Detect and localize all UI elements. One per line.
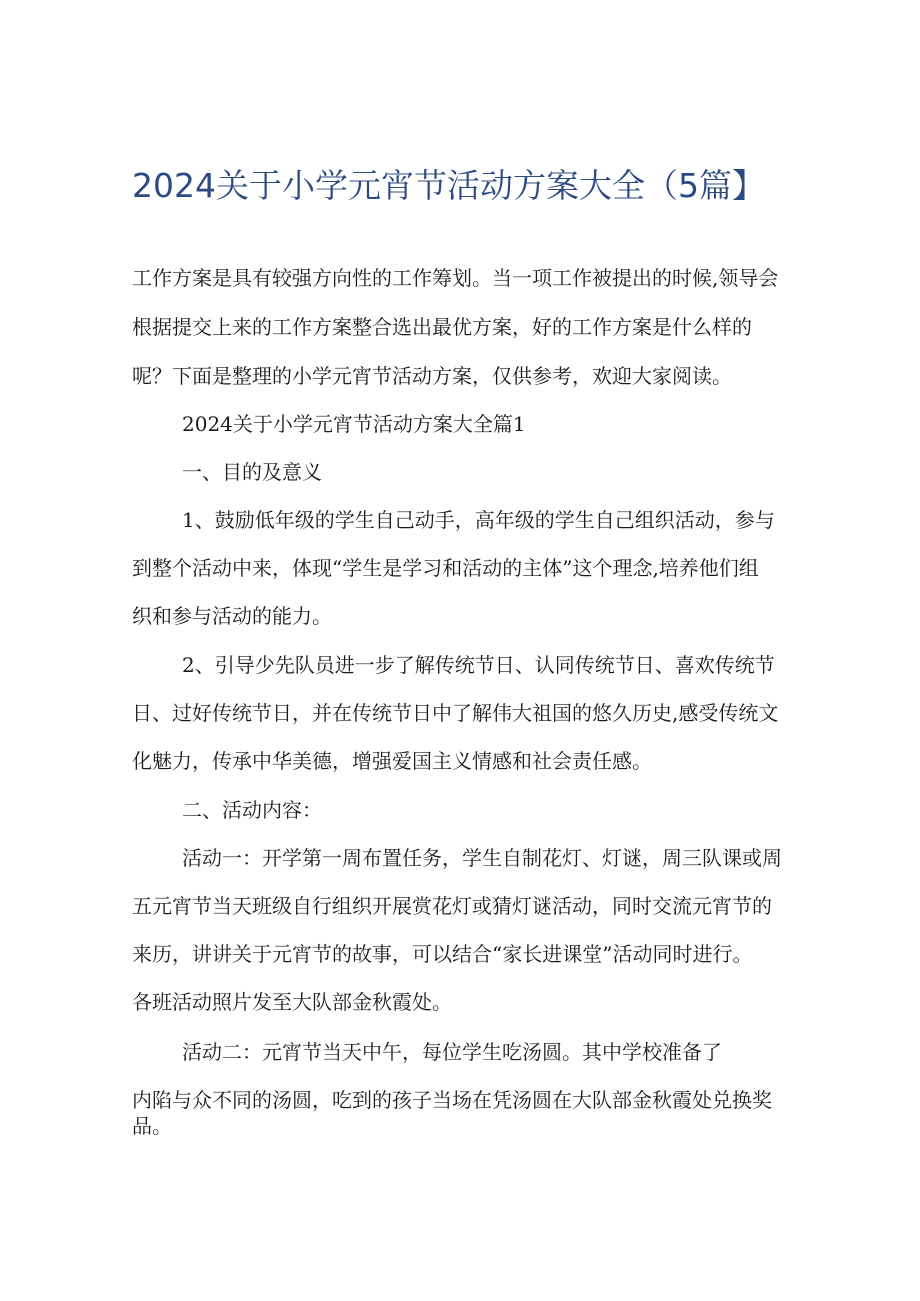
text-line: 品。: [132, 1114, 172, 1138]
text-line: 2、引导少先队员进一步了解传统节日、认同传统节日、喜欢传统节: [182, 653, 775, 677]
text-line: 活动二：元宵节当天中午，每位学生吃汤圆。其中学校准备了: [182, 1040, 722, 1064]
text-line: 工作方案是具有较强方向性的工作筹划。当一项工作被提出的时候,领导会: [132, 266, 779, 290]
document-title: 2024关于小学元宵节活动方案大全（5篇】: [132, 166, 765, 205]
section-heading: 2024关于小学元宵节活动方案大全篇1: [182, 412, 526, 436]
text-line: 内陷与众不同的汤圆，吃到的孩子当场在凭汤圆在大队部金秋霞处兑换奖: [132, 1088, 772, 1112]
text-line: 1、鼓励低年级的学生自己动手，高年级的学生自己组织活动，参与: [182, 508, 775, 532]
section-heading: 二、活动内容：: [182, 798, 322, 822]
text-line: 化魅力，传承中华美德，增强爱国主义情感和社会责任感。: [132, 749, 652, 773]
text-line: 根据提交上来的工作方案整合选出最优方案，好的工作方案是什么样的: [132, 315, 752, 339]
text-line: 日、过好传统节日，并在传统节日中了解伟大祖国的悠久历史,感受传统文: [132, 701, 779, 725]
text-line: 织和参与活动的能力。: [132, 604, 332, 628]
section-heading: 一、目的及意义: [182, 460, 322, 484]
text-line: 活动一：开学第一周布置任务，学生自制花灯、灯谜，周三队课或周: [182, 846, 782, 870]
text-line: 五元宵节当天班级自行组织开展赏花灯或猜灯谜活动，同时交流元宵节的: [132, 894, 772, 918]
text-line: 到整个活动中来，体现“学生是学习和活动的主体”这个理念,培养他们组: [132, 556, 759, 580]
text-line: 呢？下面是整理的小学元宵节活动方案，仅供参考，欢迎大家阅读。: [132, 364, 732, 388]
text-line: 各班活动照片发至大队部金秋霞处。: [132, 990, 452, 1014]
text-line: 来历，讲讲关于元宵节的故事，可以结合“家长进课堂”活动同时进行。: [132, 942, 753, 966]
